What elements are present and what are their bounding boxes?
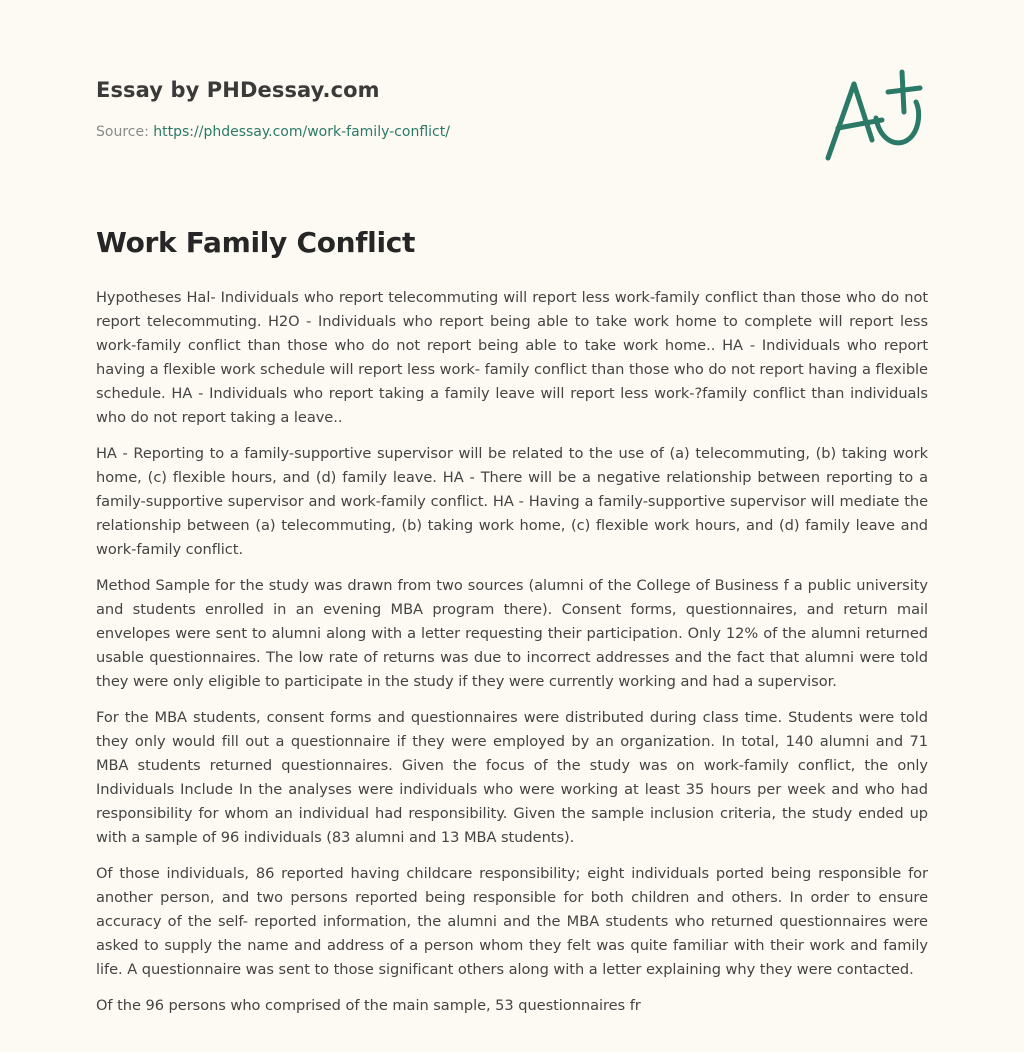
essay-page [96,0,928,1052]
essay-paragraph-2: HA - Reporting to a family-supportive supervisor will be related to the use of (a) telecommuting, (b) taking work home, (c) flexible hours, and (d) family leave. HA - There will be a negative relationship between reporting to a family-supportive supervisor and work-family conflict. HA - Having a family-supportive supervisor will mediate the relationship between (a) telecommuting, (b) taking work home, (c) flexible work hours, and (d) family leave and work-family conflict. [96,445,928,558]
source-line [96,124,450,140]
source-label: Source: [96,124,154,140]
essay-paragraph-5: Of those individuals, 86 reported having childcare responsibility; eight individuals ported being responsible for another person, and two persons reported being responsible for both children and others. In order to ensure accuracy of the self- reported information, the alumni and the MBA students who returned questionnaires were asked to supply the name and address of a person whom they felt was quite familiar with their work and family life. A questionnaire was sent to those significant others along with a letter explaining why they were contacted. [96,865,928,978]
source-link[interactable]: https://phdessay.com/work-family-conflict/ [153,124,450,140]
essay-paragraph-6: Of the 96 persons who comprised of the main sample, 53 questionnaires fr [96,997,641,1014]
essay-paragraph-1: Hypotheses Hal- Individuals who report telecommuting will report less work-family conflict than those who do not report telecommuting. H2O - Individuals who report being able to take work home to complete will report less work-family conflict than those who do not report being able to take work home.. HA - Individuals who report having a flexible work schedule will report less work- family conflict than those who do not report having a flexible schedule. HA - Individuals who report taking a family leave will report less work-?family conflict than individuals who do not report taking a leave.. [96,289,928,426]
site-title: Essay by PHDessay.com [96,78,380,102]
essay-paragraph-4: For the MBA students, consent forms and questionnaires were distributed during class time. Students were told they only would fill out a questionnaire if they were employed by an organization. In total, 140 alumni and 71 MBA students returned questionnaires. Given the focus of the study was on work-family conflict, the only Individuals Include In the analyses were individuals who were working at least 35 hours per week and who had responsibility for whom an individual had responsibility. Given the sample inclusion criteria, the study ended up with a sample of 96 individuals (83 alumni and 13 MBA students). [96,709,928,846]
essay-body [96,286,928,1030]
essay-paragraph-3: Method Sample for the study was drawn from two sources (alumni of the College of Business f a public university and students enrolled in an evening MBA program there). Consent forms, questionnaires, and return mail envelopes were sent to alumni along with a letter requesting their participation. Only 12% of the alumni returned usable questionnaires. The low rate of returns was due to incorrect addresses and the fact that alumni were told they were only eligible to participate in the study if they were currently working and had a supervisor. [96,577,928,690]
a-plus-grade-logo-icon [824,66,928,166]
essay-title: Work Family Conflict [96,226,416,259]
